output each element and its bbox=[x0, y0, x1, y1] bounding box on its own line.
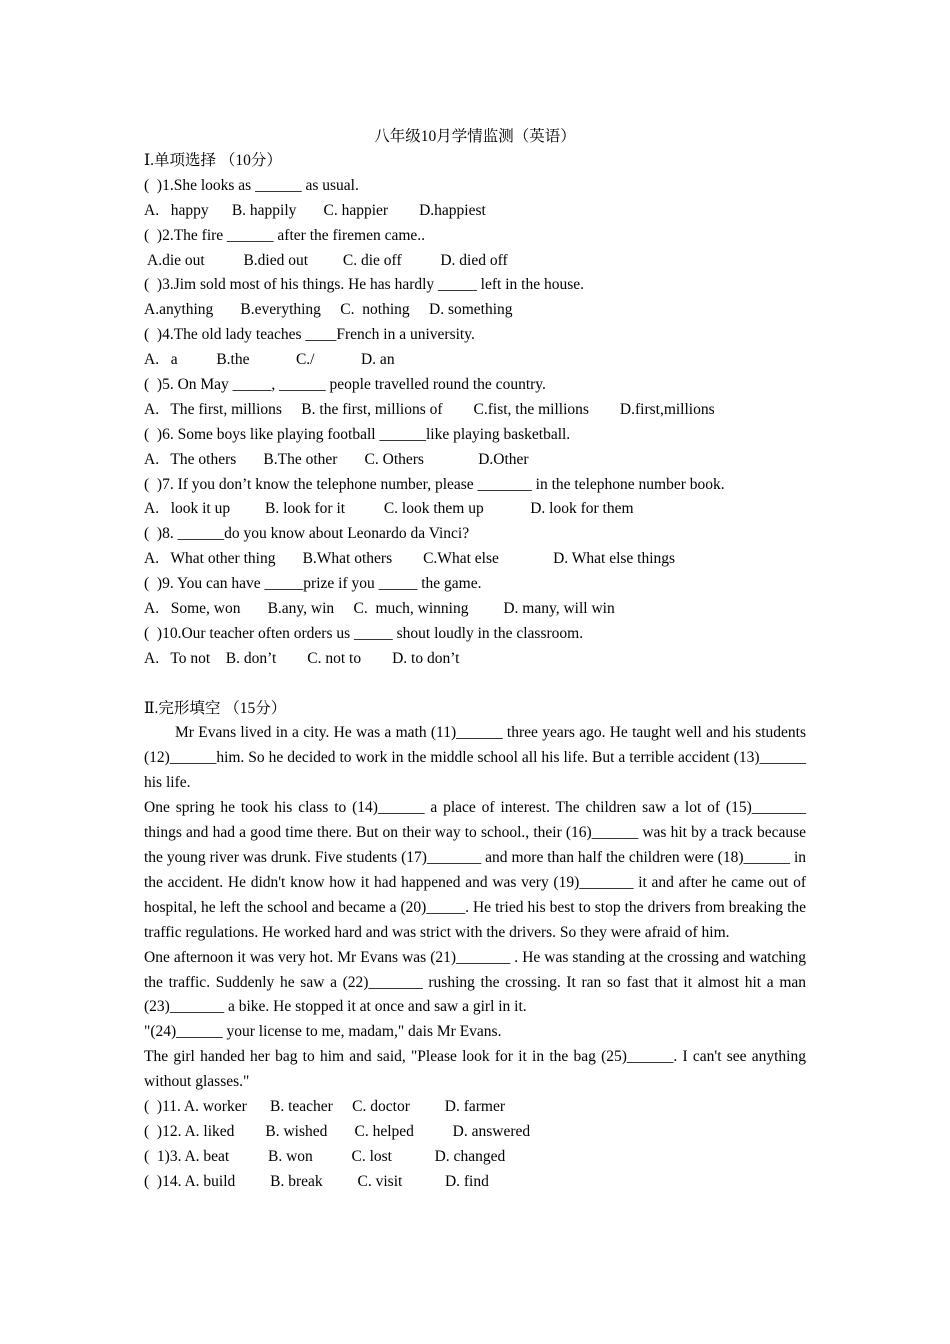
passage-paragraph-4: "(24)______ your license to me, madam," dais Mr Evans. bbox=[144, 1023, 502, 1041]
section-2-heading: Ⅱ.完形填空 （15分） bbox=[144, 699, 287, 717]
cloze-passage bbox=[144, 721, 806, 1095]
answer-choice-12: ( )12. A. liked B. wished C. helped D. answered bbox=[144, 1122, 531, 1140]
passage-paragraph-5: The girl handed her bag to him and said, "Please look for it in the bag (25)______. I can't see anything without glasses." bbox=[144, 1048, 806, 1091]
section-spacer bbox=[144, 672, 806, 697]
passage-paragraph-1: Mr Evans lived in a city. He was a math (11)______ three years ago. He taught well and his students (12)______him. So he decided to work in the middle school all his life. But a terrible accident (13)______ his life. bbox=[144, 724, 806, 792]
question-2: ( )2.The fire ______ after the firemen came.. bbox=[144, 226, 426, 244]
question-5: ( )5. On May _____, ______ people travelled round the country. bbox=[144, 376, 546, 394]
question-1: ( )1.She looks as ______ as usual. bbox=[144, 176, 359, 194]
options-5: A. The first, millions B. the first, millions of C.fist, the millions D.first,millions bbox=[144, 400, 715, 418]
answer-choice-14: ( )14. A. build B. break C. visit D. find bbox=[144, 1172, 489, 1190]
options-1: A. happy B. happily C. happier D.happiest bbox=[144, 201, 486, 219]
passage-paragraph-3: One afternoon it was very hot. Mr Evans was (21)_______ . He was standing at the crossing and watching the traffic. Suddenly he saw a (22)_______ rushing the crossing. It ran so fast that it almost hit a man (23)_______ a bike. He stopped it at once and saw a girl in it. bbox=[144, 948, 806, 1016]
options-8: A. What other thing B.What others C.What else D. What else things bbox=[144, 550, 676, 568]
cloze-answers bbox=[144, 1095, 806, 1195]
question-7: ( )7. If you don’t know the telephone number, please _______ in the telephone number book. bbox=[144, 475, 725, 493]
answer-choice-11: ( )11. A. worker B. teacher C. doctor D. farmer bbox=[144, 1098, 505, 1116]
options-4: A. a B.the C./ D. an bbox=[144, 351, 395, 369]
options-7: A. look it up B. look for it C. look them up D. look for them bbox=[144, 500, 634, 518]
question-4: ( )4.The old lady teaches ____French in a university. bbox=[144, 326, 475, 344]
options-9: A. Some, won B.any, win C. much, winning D. many, will win bbox=[144, 600, 615, 618]
section-1-heading: Ⅰ.单项选择 （10分） bbox=[144, 152, 282, 169]
document-title: 八年级10月学情监测（英语） bbox=[374, 128, 576, 145]
section-1-questions bbox=[144, 174, 806, 672]
passage-paragraph-2: One spring he took his class to (14)______ a place of interest. The children saw a lot of (15)_______ things and had a good time there. But on their way to school., their (16)______ was hit by a track because the young river was drunk. Five students (17)_______ and more than half the children were (18)______ in the accident. He didn't know how it had happened and was very (19)_______ it and after he came out of hospital, he left the school and became a (20)_____. He tried his best to stop the drivers from breaking the traffic regulations. He worked hard and was strict with the drivers. So they were afraid of him. bbox=[144, 799, 806, 941]
question-3: ( )3.Jim sold most of his things. He has hardly _____ left in the house. bbox=[144, 276, 584, 294]
options-2: A.die out B.died out C. die off D. died off bbox=[144, 251, 508, 269]
answer-choice-13: ( 1)3. A. beat B. won C. lost D. changed bbox=[144, 1147, 506, 1165]
document-page bbox=[144, 124, 806, 1195]
question-8: ( )8. ______do you know about Leonardo da Vinci? bbox=[144, 525, 470, 543]
question-9: ( )9. You can have _____prize if you _____ the game. bbox=[144, 575, 482, 593]
options-6: A. The others B.The other C. Others D.Other bbox=[144, 450, 529, 468]
options-10: A. To not B. don’t C. not to D. to don’t bbox=[144, 649, 460, 667]
options-3: A.anything B.everything C. nothing D. something bbox=[144, 301, 513, 319]
question-6: ( )6. Some boys like playing football ______like playing basketball. bbox=[144, 425, 571, 443]
question-10: ( )10.Our teacher often orders us _____ shout loudly in the classroom. bbox=[144, 624, 584, 642]
